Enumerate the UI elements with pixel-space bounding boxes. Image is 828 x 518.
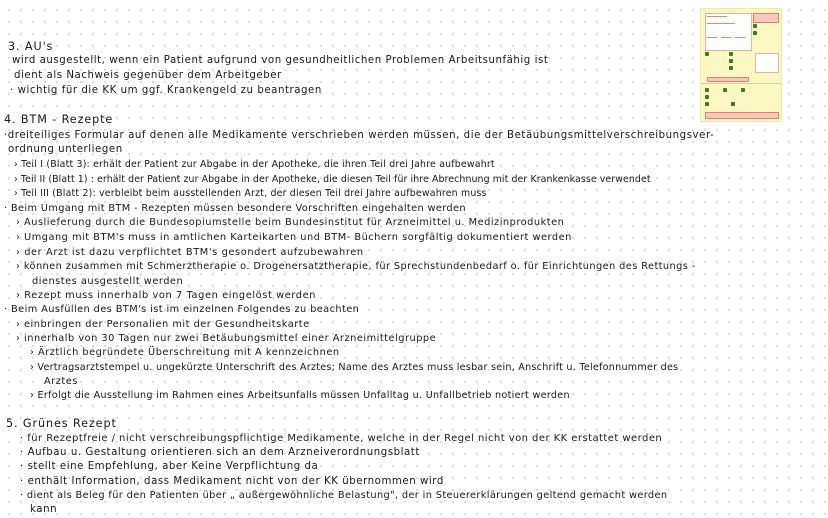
text-line: Arztes — [44, 376, 78, 387]
text-line: · dient als Beleg für den Patienten über „ außergewöhnliche Belastung", der in Steuererklärungen geltend gemacht werden — [20, 490, 668, 501]
form-label-line — [735, 37, 745, 38]
text-line: · Aufbau u. Gestaltung orientieren sich an dem Arzneiverordnungsblatt — [20, 447, 420, 458]
text-line: dienstes ausgestellt werden — [32, 276, 184, 287]
form-checkbox — [731, 102, 735, 106]
form-separator — [701, 83, 781, 84]
text-line: › Rezept muss innerhalb von 7 Tagen eingelöst werden — [16, 290, 317, 301]
text-line: · enthält Information, dass Medikament nicht von der KK übernommen wird — [20, 476, 444, 487]
text-line: › Auslieferung durch die Bundesopiumstelle beim Bundesinstitut für Arzneimittel u. Medizinprodukten — [16, 217, 565, 228]
text-line: dient als Nachweis gegenüber dem Arbeitgeber — [14, 70, 282, 81]
section-heading-gruenes-rezept: 5. Grünes Rezept — [6, 417, 117, 430]
form-label-line — [707, 23, 735, 24]
form-checkbox — [723, 88, 727, 92]
section-heading-btm: 4. BTM - Rezepte — [4, 113, 114, 126]
form-label-line — [707, 37, 717, 38]
form-patient-field — [705, 13, 752, 51]
text-line: · wichtig für die KK um ggf. Krankengeld zu beantragen — [10, 85, 322, 96]
text-line: › Umgang mit BTM's muss in amtlichen Karteikarten und BTM- Büchern sorgfältig dokumentiert werden — [16, 232, 572, 243]
form-checkbox — [753, 31, 757, 35]
form-checkbox — [705, 95, 709, 99]
form-checkbox — [705, 88, 709, 92]
text-line: › Teil III (Blatt 2): verbleibt beim ausstellenden Arzt, der diesen Teil drei Jahre aufbewahren muss — [14, 188, 487, 199]
form-header-box — [753, 13, 779, 23]
text-line: · für Rezeptfreie / nicht verschreibungspflichtige Medikamente, welche in der Regel nicht von der KK erstattet werden — [20, 433, 663, 444]
text-line: › können zusammen mit Schmerztherapie o. Drogenersatztherapie, für Sprechstundenbedarf o. für Einrichtungen des Rettungs - — [16, 261, 696, 272]
text-line: › einbringen der Personalien mit der Gesundheitskarte — [16, 319, 310, 330]
text-line: kann — [30, 504, 58, 515]
form-checkbox — [753, 24, 757, 28]
form-stamp-field — [755, 53, 779, 73]
text-line: · Beim Umgang mit BTM - Rezepten müssen besondere Vorschriften eingehalten werden — [4, 203, 466, 214]
text-line: › Teil I (Blatt 3): erhält der Patient zur Abgabe in der Apotheke, die ihren Teil drei Jahre aufbewahrt — [14, 159, 495, 170]
text-line: ordnung unterliegen — [8, 144, 123, 155]
form-footer-bar — [705, 112, 779, 119]
text-line: › der Arzt ist dazu verpflichtet BTM's gesondert aufzubewahren — [16, 247, 364, 258]
text-line: · stellt eine Empfehlung, aber Keine Verpflichtung da — [20, 461, 319, 472]
text-line: wird ausgestellt, wenn ein Patient aufgrund von gesundheitlichen Problemen Arbeitsunfähig ist — [12, 55, 549, 66]
text-line: › Vertragsarztstempel u. ungekürzte Unterschrift des Arztes; Name des Arztes muss lesbar sein, Anschrift u. Telefonnummer des — [30, 362, 679, 373]
form-checkbox — [705, 102, 709, 106]
form-checkbox — [729, 59, 733, 63]
form-red-bar — [707, 77, 749, 82]
text-line: ·dreiteiliges Formular auf denen alle Medikamente verschrieben werden müssen, die der Betäubungsmittelverschreibungsver- — [4, 130, 715, 141]
text-line: › Teil II (Blatt 1) : erhält der Patient zur Abgabe in der Apotheke, die diesen Teil für ihre Abrechnung mit der Krankenkasse verwendet — [14, 174, 651, 185]
text-line: › innerhalb von 30 Tagen nur zwei Betäubungsmittel einer Arzneimittelgruppe — [16, 333, 437, 344]
form-checkbox — [729, 66, 733, 70]
form-checkbox — [705, 52, 709, 56]
text-line: › Erfolgt die Ausstellung im Rahmen eines Arbeitsunfalls müssen Unfalltag u. Unfallbetrieb notiert werden — [30, 390, 570, 401]
form-checkbox — [741, 88, 745, 92]
text-line: › Ärztlich begründete Überschreitung mit A kennzeichnen — [30, 347, 340, 358]
form-label-line — [707, 16, 727, 17]
form-label-line — [721, 37, 731, 38]
form-checkbox — [729, 52, 733, 56]
prescription-form-thumbnail — [700, 8, 782, 122]
section-heading-au: 3. AU's — [8, 40, 54, 53]
text-line: · Beim Ausfüllen des BTM's ist im einzelnen Folgendes zu beachten — [4, 304, 360, 315]
